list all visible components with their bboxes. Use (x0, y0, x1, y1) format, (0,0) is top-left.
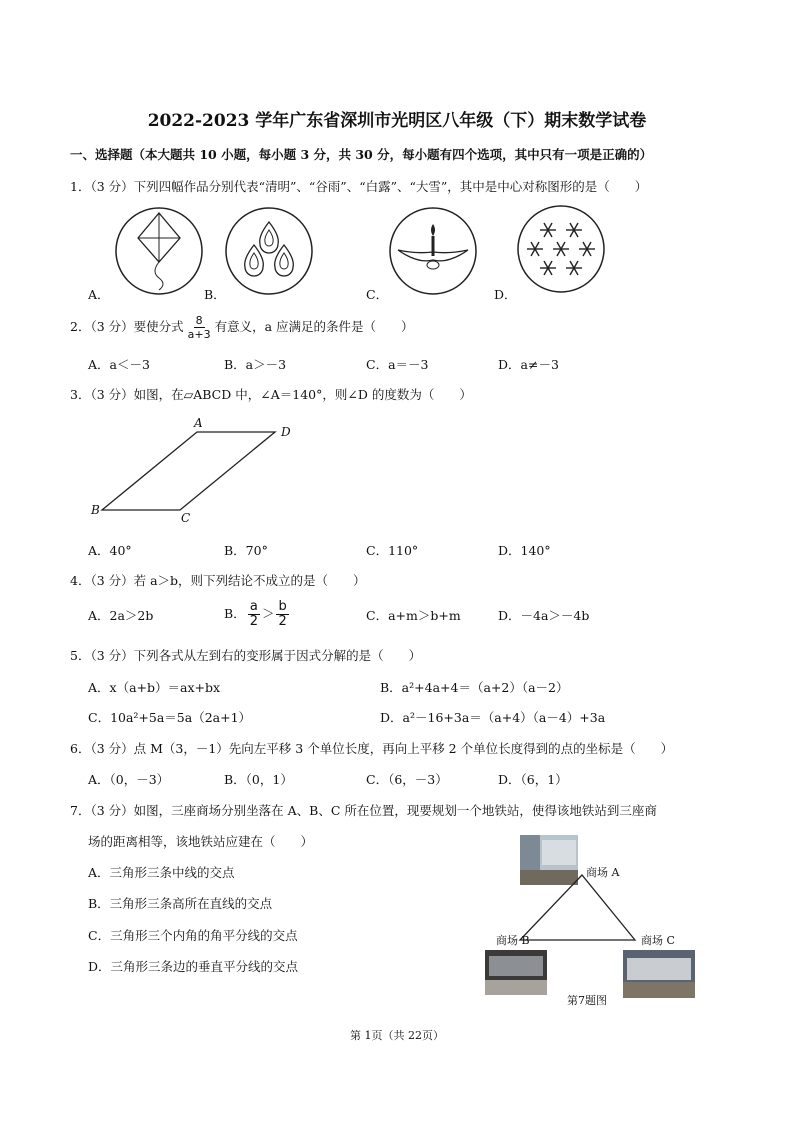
q4-frac-a-den: 2 (249, 614, 258, 629)
vertex-label-c: C (181, 511, 191, 525)
mall-figure (480, 830, 700, 1010)
q4-option-b (224, 600, 291, 629)
snowflake-icon (518, 206, 604, 292)
q4-stem: 4．（3 分）若 a＞b，则下列结论不成立的是（ ） (70, 573, 366, 588)
q1-option-a: A． (88, 287, 110, 302)
drops-icon (226, 208, 312, 294)
page-title: 2022-2023 学年广东省深圳市光明区八年级（下）期末数学试卷 (147, 111, 647, 131)
q2-prefix: 2．（3 分）要使分式 (70, 319, 184, 334)
mall-b-label: 商场 B (496, 934, 530, 947)
q4-frac-b (276, 600, 288, 629)
mall-a-label: 商场 A (586, 866, 620, 879)
q4-option-a: A．2a＞2b (88, 608, 154, 623)
section-header: 一、选择题（本大题共 10 小题，每小题 3 分，共 30 分，每小题有四个选项，其中只有一项是正确的） (70, 147, 653, 162)
q3-option-b: B．70° (224, 543, 268, 558)
mall-c-photo (623, 950, 695, 998)
q4-frac-a-num: a (249, 599, 258, 614)
q2-fraction (186, 314, 213, 341)
q4-frac-a (248, 600, 260, 629)
q2-option-d: D．a≠－3 (498, 357, 559, 372)
q1-stem: 1．（3 分）下列四幅作品分别代表“清明”、“谷雨”、“白露”、“大雪”，其中是中心对称图形的是（ ） (70, 179, 648, 194)
q4-option-c: C．a+m＞b+m (366, 608, 461, 623)
q7-stem-line1: 7．（3 分）如图，三座商场分别坐落在 A、B、C 所在位置，现要规划一个地铁站，使得该地铁站到三座商 (70, 803, 657, 818)
q7-option-d: D．三角形三条边的垂直平分线的交点 (88, 959, 299, 974)
q7-option-c: C．三角形三个内角的角平分线的交点 (88, 928, 298, 943)
vertex-label-a: A (194, 416, 203, 430)
q5-option-c: C．10a²+5a＝5a（2a+1） (88, 710, 252, 725)
q2-option-c: C．a＝－3 (366, 357, 429, 372)
vertex-label-d: D (281, 425, 291, 439)
q2-frac-num: 8 (195, 314, 203, 327)
kite-icon (116, 208, 202, 294)
lamp-icon (390, 208, 476, 294)
q5-option-a: A．x（a+b）＝ax+bx (88, 680, 221, 695)
q2-suffix: 有意义，a 应满足的条件是（ ） (214, 319, 414, 334)
q1-option-c: C． (366, 287, 389, 302)
q4-option-b-label: B． (224, 606, 246, 621)
page-footer: 第 1页（共 22页） (350, 1029, 444, 1042)
q4-option-d: D．－4a＞－4b (498, 608, 590, 623)
q5-option-b: B．a²+4a+4＝（a+2）（a－2） (380, 680, 569, 695)
figure-caption: 第7题图 (567, 994, 607, 1007)
q5-stem: 5．（3 分）下列各式从左到右的变形属于因式分解的是（ ） (70, 648, 422, 663)
q4-frac-b-num: b (278, 599, 287, 614)
q4-frac-b-den: 2 (278, 614, 287, 629)
q7-stem-line2: 场的距离相等，该地铁站应建在（ ） (88, 834, 314, 849)
vertex-label-b: B (91, 503, 100, 517)
q3-stem: 3．（3 分）如图，在▱ABCD 中，∠A＝140°，则∠D 的度数为（ ） (70, 387, 472, 402)
mall-b-photo (485, 950, 547, 995)
mall-c-label: 商场 C (641, 934, 675, 947)
q3-option-d: D．140° (498, 543, 551, 558)
q1-option-d: D． (494, 287, 517, 302)
q3-option-a: A．40° (88, 543, 132, 558)
q2-stem (70, 314, 414, 341)
q6-option-b: B．（0，1） (224, 772, 293, 787)
q6-stem: 6．（3 分）点 M（3，－1）先向左平移 3 个单位长度，再向上平移 2 个单位长度得到的点的坐标是（ ） (70, 741, 674, 756)
q6-option-d: D．（6，1） (498, 772, 568, 787)
q1-option-b: B． (204, 287, 226, 302)
q7-option-b: B．三角形三条高所在直线的交点 (88, 896, 273, 911)
q7-option-a: A．三角形三条中线的交点 (88, 865, 235, 880)
mall-a-photo (520, 835, 578, 885)
q4-gt: ＞ (261, 606, 275, 621)
q2-option-b: B．a＞－3 (224, 357, 287, 372)
q5-option-d: D．a²－16+3a＝（a+4）（a－4）+3a (380, 710, 606, 725)
q3-option-c: C．110° (366, 543, 419, 558)
q6-option-a: A．（0，－3） (88, 772, 170, 787)
q2-option-a: A．a＜－3 (88, 357, 150, 372)
q2-frac-den: a+3 (187, 328, 211, 341)
q6-option-c: C．（6，－3） (366, 772, 448, 787)
